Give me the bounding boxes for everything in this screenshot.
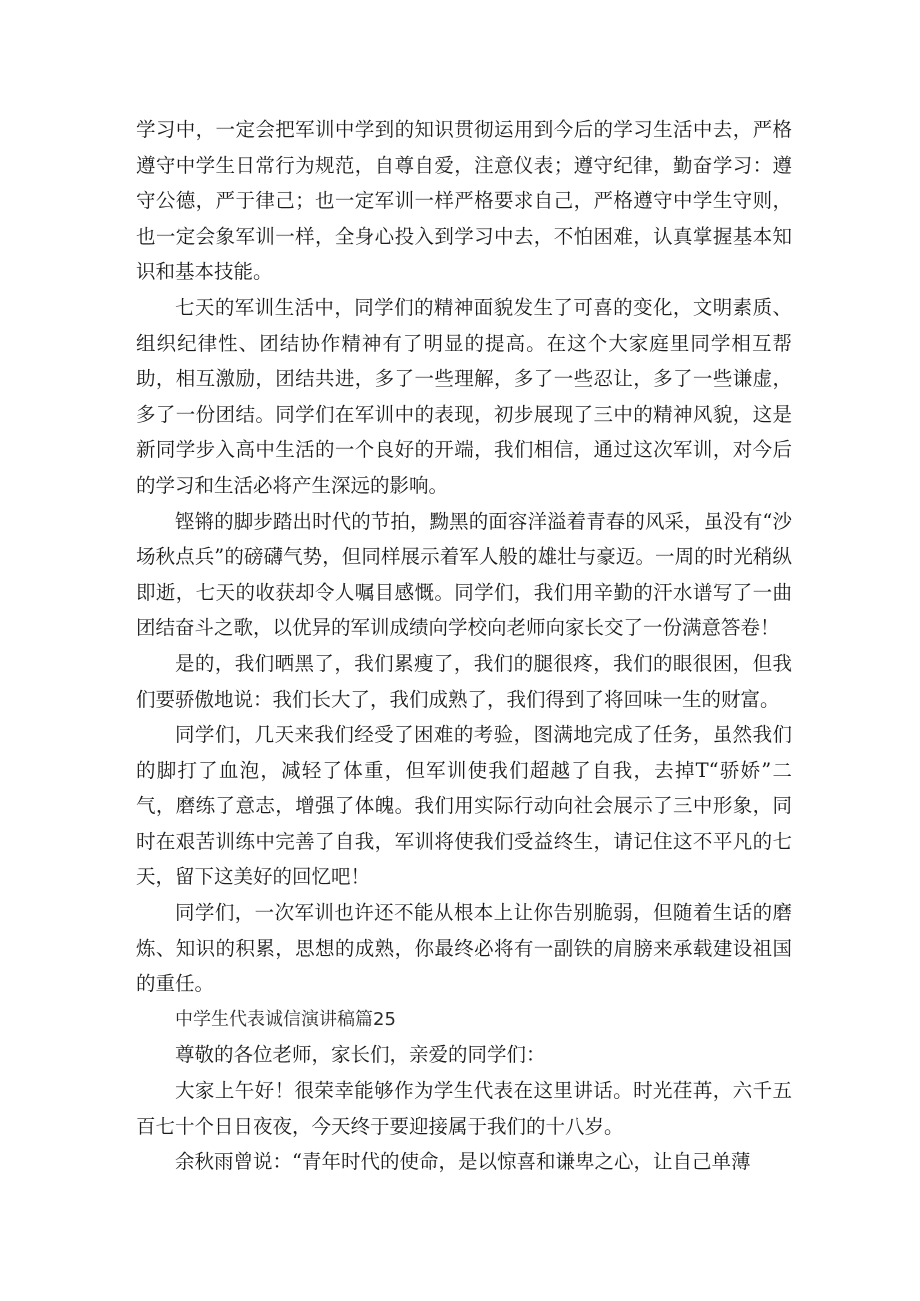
speech-paragraph-greeting: 大家上午好！很荣幸能够作为学生代表在这里讲话。时光荏苒，六千五百七十个日日夜夜，今天终于要迎接属于我们的十八岁。 (136, 1079, 792, 1138)
paragraph-continuation: 学习中，一定会把军训中学到的知识贯彻运用到今后的学习生活中去，严格遵守中学生日常行为规范，自尊自爱，注意仪表；遵守纪律，勤奋学习：遵守公德，严于律己；也一定军训一样严格要求自己，严格遵守中学生守则，也一定会象军训一样，全身心投入到学习中去，不怕困难，认真掌握基本知识和基本技能。 (136, 118, 792, 284)
paragraph-military-training-changes: 七天的军训生活中，同学们的精神面貌发生了可喜的变化，文明素质、组织纪律性、团结协作精神有了明显的提高。在这个大家庭里同学相互帮助，相互激励，团结共进，多了一些理解，多了一些忍让，多了一些谦虚，多了一份团结。同学们在军训中的表现，初步展现了三中的精神风貌，这是新同学步入高中生活的一个良好的开端，我们相信，通过这次军训，对今后的学习和生活必将产生深远的影响。 (136, 295, 792, 497)
paragraph-grown-up: 是的，我们晒黑了，我们累瘦了，我们的腿很疼，我们的眼很困，但我们要骄傲地说：我们长大了，我们成熟了，我们得到了将回味一生的财富。 (136, 651, 792, 711)
document-body (136, 112, 792, 1180)
section-title: 中学生代表诚信演讲稿篇25 (175, 1008, 396, 1030)
paragraph-iron-shoulders: 同学们，一次军训也许还不能从根本上让你告别脆弱，但随着生话的磨炼、知识的积累，思想的成熟，你最终必将有一副铁的肩膀来承载建设祖国的重任。 (136, 901, 792, 996)
paragraph-overcome-difficulties: 同学们，几天来我们经受了困难的考验，图满地完成了任务，虽然我们的脚打了血泡，减轻了体重，但军训使我们超越了自我，去掉T“骄娇”二气，磨练了意志，增强了体魄。我们用实际行动向社会展示了三中形象，同时在艰苦训练中完善了自我，军训将使我们受益终生，请记住这不平凡的七天，留下这美好的回忆吧！ (136, 723, 792, 889)
salutation: 尊敬的各位老师，家长们，亲爱的同学们： (175, 1043, 546, 1067)
paragraph-footsteps: 铿锵的脚步踏出时代的节拍，黝黑的面容洋溢着青春的风采，虽没有“沙场秋点兵”的磅礴气势，但同样展示着军人般的雄壮与豪迈。一周的时光稍纵即逝，七天的收获却令人嘱目感慨。同学们，我们用辛勤的汗水谱写了一曲团结奋斗之歌，以优异的军训成绩向学校向老师向家长交了一份满意答卷！ (136, 509, 792, 640)
speech-paragraph-quote: 余秋雨曾说：“青年时代的使命，是以惊喜和谦卑之心，让自己单薄 (175, 1150, 751, 1174)
